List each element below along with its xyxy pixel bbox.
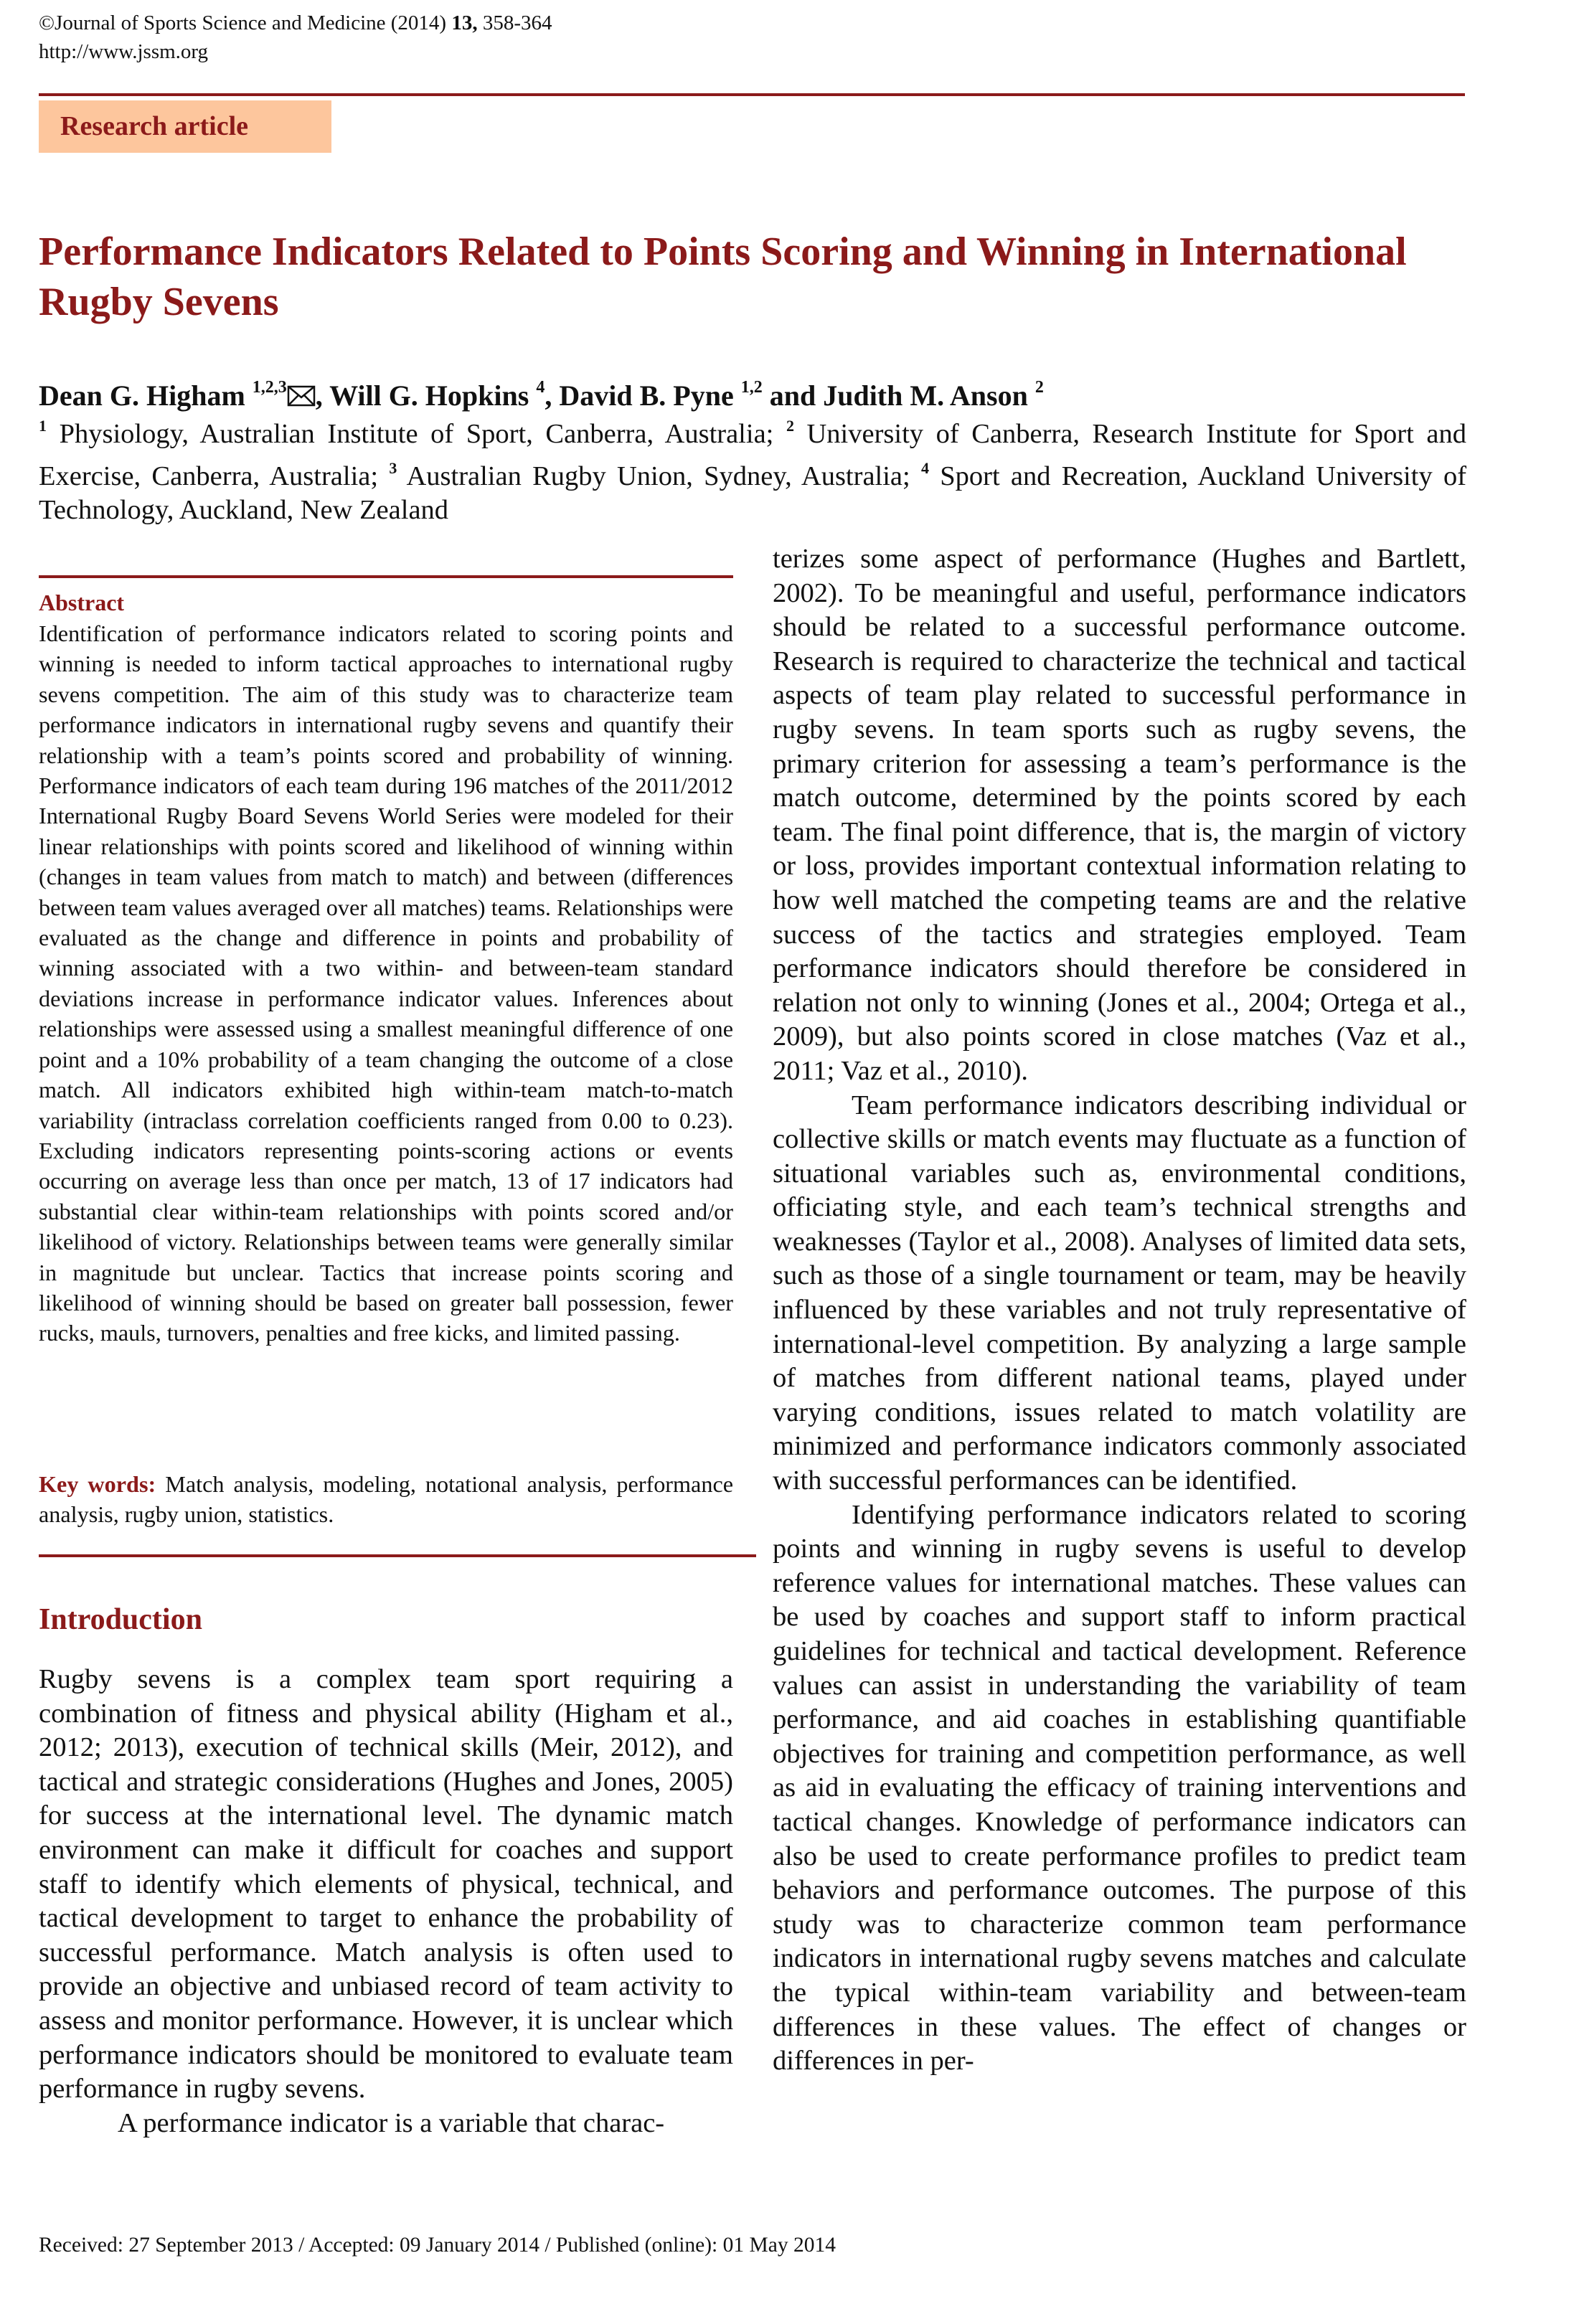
keywords: Key words: Match analysis, modeling, notational analysis, performance analysis, rugby union, statistics. [39, 1471, 734, 1528]
introduction-left-text [39, 1663, 733, 2140]
paragraph: Identifying performance indicators related to scoring points and winning in rugby sevens is useful to develop reference values for international matches. These values can be used by coaches and support staff to inform practical guidelines for technical and tactical development. Reference values can assist in understanding the variability of team performance, and aid coaches in establishing quantifiable objectives for training and competition performance, as well as aid in evaluating the efficacy of training interventions and tactical changes. Knowledge of performance indicators can also be used to create performance profiles to predict team behaviors and performance outcomes. The purpose of this study was to characterize common team performance indicators in international rugby sevens matches and calculate the typical within-team variability and between-team differences in these values. The effect of changes or differences in per- [773, 1499, 1466, 2077]
article-type-badge: Research article [39, 100, 331, 153]
author-affiliation-ref: 1,2 [740, 378, 763, 397]
author-list: Dean G. Higham $^{1,2,3}$ , Will G. Hopkins $^4$, David B. Pyne $^{1,2}$ and Judith M. Anson $^2$ [39, 378, 1044, 412]
introduction-heading: Introduction [39, 1603, 202, 1636]
abstract-heading: Abstract [39, 590, 125, 615]
author-affiliation-ref: 4 [536, 378, 545, 397]
paragraph: A performance indicator is a variable that charac- [118, 2107, 665, 2138]
article-title: Performance Indicators Related to Points Scoring and Winning in International Rugby Sevens [39, 230, 1407, 324]
header-rule [39, 93, 1465, 96]
paragraph: Team performance indicators describing individual or collective skills or match events may fluctuate as a function of situational variables such as, environmental conditions, officiating style, and each team’s technical strengths and weaknesses (Taylor et al., 2008). Analyses of limited data sets, such as those of a single tournament or team, may be heavily influenced by these variables and not truly representative of international-level competition. By analyzing a large sample of matches from different national teams, played under varying conditions, issues related to match volatility are minimized and performance indicators commonly associated with successful performances can be identified. [773, 1090, 1466, 1496]
author-name: Dean G. Higham [39, 379, 245, 412]
email-icon[interactable] [287, 379, 316, 401]
author-name: David B. Pyne [559, 379, 734, 412]
abstract-text: Identification of performance indicators related to scoring points and winning is needed to inform tactical approaches to international rugby sevens competition. The aim of this study was to characterize team performance indicators in international rugby sevens and quantify their relationship with a team’s points scored and probability of winning. Performance indicators of each team during 196 matches of the 2011/2012 International Rugby Board Sevens World Series were modeled for their linear relationships with points scored and likelihood of winning within (changes in team values from match to match) and between (differences between team values averaged over all matches) teams. Relationships were evaluated as the change and difference in points and probability of winning associated with a two within- and between-team standard deviations increase in performance indicator values. Inferences about relationships were assessed using a smallest meaningful difference of one point and a 10% probability of a team changing the outcome of a close match. All indicators exhibited high within-team match-to-match variability (intraclass correlation coefficients ranged from 0.00 to 0.23). Excluding indicators representing points-scoring actions or events occurring on average less than once per match, 13 of 17 indicators had substantial clear within-team relationships with points scored and/or likelihood of victory. Relationships between teams were generally similar in magnitude but unclear. Tactics that increase points scoring and likelihood of winning should be based on greater ball possession, fewer rucks, mauls, turnovers, penalties and free kicks, and limited passing. [39, 620, 733, 1346]
affiliations: $^1$ Physiology, Australian Institute of Sport, Canberra, Australia; $^2$ University of Canberra, Research Institute for Sport and Exercise, Canberra, Australia; $^3$ Australian Rugby Union, Sydney, Australia; $^4$ Sport and Recreation, Auckland University of Technology, Auckland, New Zealand [39, 417, 1467, 525]
abstract-bottom-rule [39, 1554, 756, 1557]
paragraph: terizes some aspect of performance (Hughes and Bartlett, 2002). To be meaningful and useful, performance indicators should be related to a successful performance outcome. Research is required to characterize the technical and tactical aspects of team play related to successful performance in rugby sevens. In team sports such as rugby sevens, the primary criterion for assessing a team’s performance is the match outcome, determined by the points scored by each team. The final point difference, that is, the margin of victory or loss, provides important contextual information relating to how well matched the competing teams are and the relative success of the tactics and strategies employed. Team performance indicators should therefore be considered in relation not only to winning (Jones et al., 2004; Ortega et al., 2009), but also points scored in close matches (Vaz et al., 2011; Vaz et al., 2010). [773, 544, 1466, 1086]
publication-dates: Received: 27 September 2013 / Accepted: 09 January 2014 / Published (online): 01 May 2014 [39, 2234, 836, 2257]
author-name: Judith M. Anson [823, 379, 1028, 412]
author-affiliation-ref: 2 [1034, 378, 1044, 397]
author-name: Will G. Hopkins [329, 379, 529, 412]
journal-url[interactable]: http://www.jssm.org [39, 40, 209, 63]
paragraph: Rugby sevens is a complex team sport requiring a combination of fitness and physical ability (Higham et al., 2012; 2013), execution of technical skills (Meir, 2012), and tactical and strategic considerations (Hughes and Jones, 2005) for success at the international level. The dynamic match environment can make it difficult for coaches and support staff to identify which elements of physical, technical, and tactical development to target to enhance the probability of successful performance. Match analysis is often used to provide an objective and unbiased record of team activity to assess and monitor performance. However, it is unclear which performance indicators should be monitored to evaluate team performance in rugby sevens. [39, 1664, 733, 2105]
abstract-top-rule [39, 575, 733, 578]
journal-citation: ©Journal of Sports Science and Medicine (2014) 13, 358-364 [39, 11, 552, 34]
introduction-right-text [773, 542, 1466, 2079]
author-affiliation-ref: 1,2,3 [252, 378, 287, 397]
